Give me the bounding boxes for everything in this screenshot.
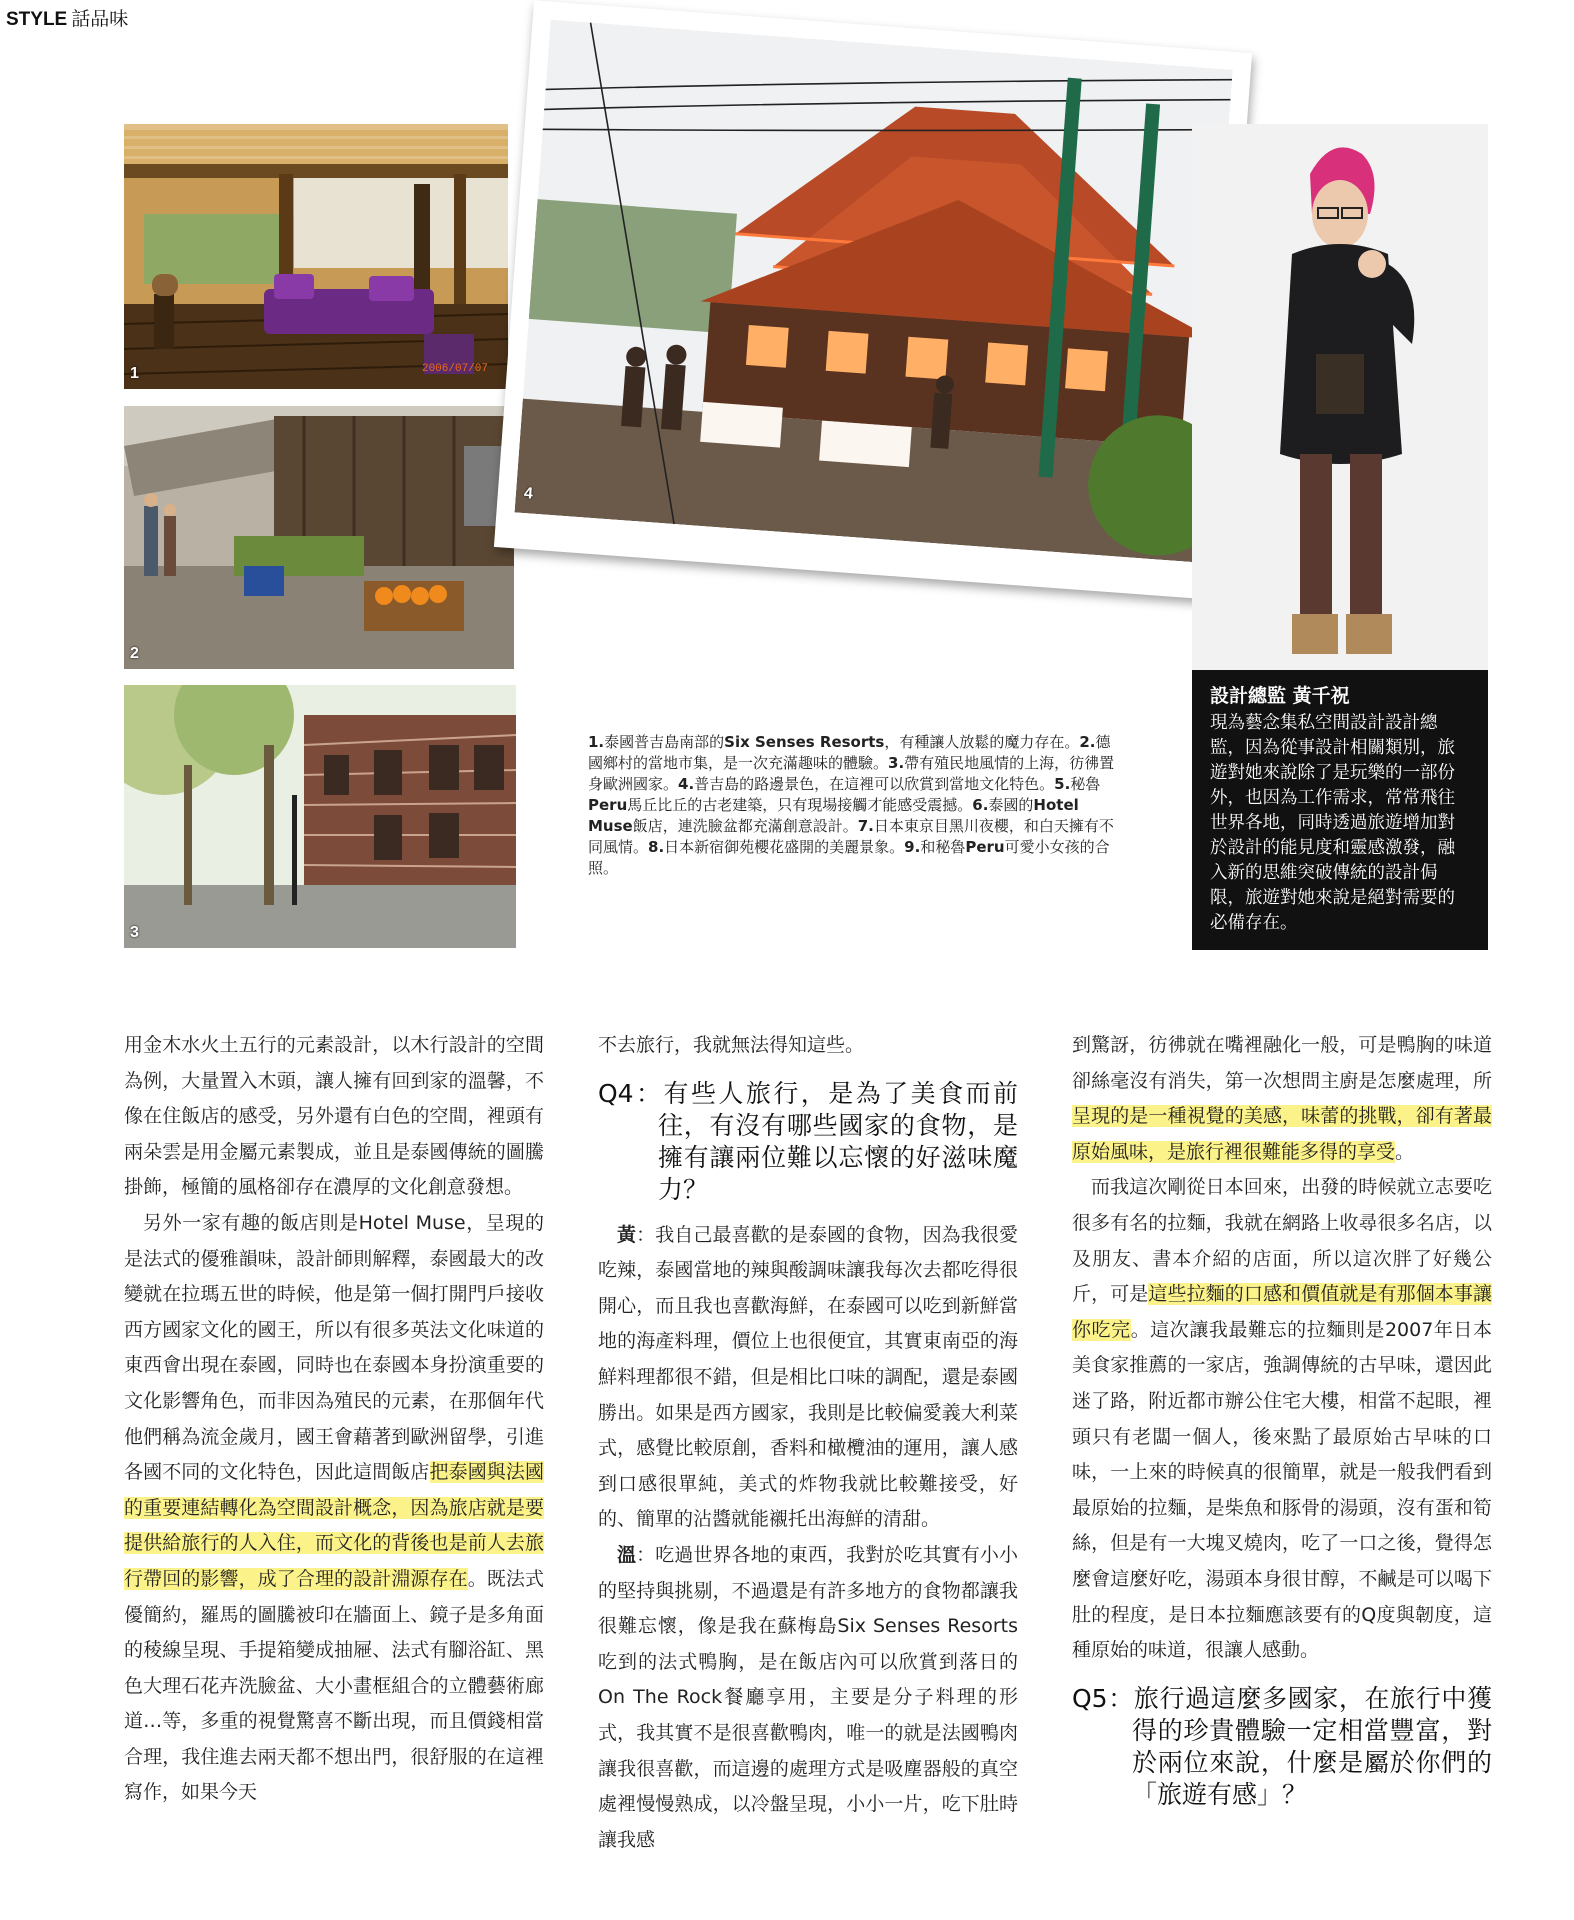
paragraph: 不去旅行，我就無法得知這些。 xyxy=(598,1034,865,1056)
paragraph: 用金木水火土五行的元素設計，以木行設計的空間為例，大量置入木頭，讓人擁有回到家的溫馨，不像在住飯店的感受，另外還有白色的空間，裡頭有兩朵雲是用金屬元素製成，並且是泰國傳統的圖騰掛飾，極簡的風格卻存在濃厚的文化創意發想。 xyxy=(124,1034,544,1199)
designer-title: 設計總監 黃千祝 xyxy=(1210,685,1350,707)
photo-captions xyxy=(588,732,1118,879)
paragraph xyxy=(1072,1170,1492,1668)
photo-number: 4 xyxy=(523,484,534,503)
paragraph-text: 而我這次剛從日本回來，出發的時候就立志要吃很多有名的拉麵，我就在網路上收尋很多名店，以及朋友、書本介紹的店面，所以這次胖了好幾公斤，可是 xyxy=(1072,1176,1492,1306)
caption-text: 和秘魯 xyxy=(920,838,966,856)
caption-bold: Peru xyxy=(965,838,1005,856)
caption-text: 日本東京目黑川夜櫻，和白天擁有不同風情。 xyxy=(588,817,1114,856)
photo-phuket-street xyxy=(514,20,1232,563)
caption-bold: 1. xyxy=(588,733,605,751)
paragraph xyxy=(1072,1028,1492,1170)
paragraph xyxy=(124,1206,544,1811)
caption-bold: Peru xyxy=(588,796,628,814)
caption-text: 秘魯 xyxy=(1070,775,1101,793)
caption-text: 飯店，連洗臉盆都充滿創意設計。 xyxy=(632,817,858,835)
caption-text: ，有種讓人放鬆的魔力存在。 xyxy=(884,733,1080,751)
caption-text: 可愛小女孩的合照。 xyxy=(588,838,1110,877)
caption-text: 馬丘比丘的古老建築，只有現場接觸才能感受震撼。 xyxy=(627,796,973,814)
caption-text: 德國鄉村的當地市集，是一次充滿趣味的體驗。 xyxy=(588,733,1111,772)
page-header xyxy=(6,4,128,31)
highlighted-text: 這些拉麵的口感和價值就是有那個本事讓你吃完 xyxy=(1072,1283,1492,1341)
section-category: 話品味 xyxy=(71,8,129,30)
caption-bold: 3. xyxy=(888,754,905,772)
article-column-3 xyxy=(1072,1028,1492,1823)
article-column-2 xyxy=(598,1028,1018,1858)
question-text: Q4：有些人旅行，是為了美食而前往，有沒有哪些國家的食物，是擁有讓兩位難以忘懷的好滋味魔力？ xyxy=(598,1078,1018,1204)
caption-bold: Hotel Muse xyxy=(588,796,1079,835)
paragraph-text: 。既法式優簡約，羅馬的圖騰被印在牆面上、鏡子是多角面的稜線呈現、手提箱變成抽屜、法式有腳浴缸、黑色大理石花卉洗臉盆、大小畫框組合的立體藝術廊道…等，多重的視覺驚喜不斷出現，而且價錢相當合理，我住進去兩天都不想出門，很舒服的在這裡寫作，如果今天 xyxy=(124,1567,544,1804)
caption-bold: 9. xyxy=(904,838,921,856)
highlighted-text: 呈現的是一種視覺的美感，味蕾的挑戰，卻有著最原始風味，是旅行裡很難能多得的享受 xyxy=(1072,1105,1492,1163)
caption-text: 泰國的 xyxy=(988,796,1034,814)
caption-text: 帶有殖民地風情的上海，彷彿置身歐洲國家。 xyxy=(588,754,1115,793)
paragraph xyxy=(598,1218,1018,1538)
caption-bold: 6. xyxy=(972,796,989,814)
designer-bio-box xyxy=(1192,670,1488,950)
photo-village-market xyxy=(124,406,514,669)
paragraph-text: 。 xyxy=(1395,1140,1415,1163)
caption-text: 泰國普吉島南部的 xyxy=(604,733,725,751)
photo-designer-portrait xyxy=(1192,124,1488,670)
paragraph-text: ：我自己最喜歡的是泰國的食物，因為我很愛吃辣，泰國當地的辣與酸調味讓我每次去都吃得很開心，而且我也喜歡海鮮，在泰國可以吃到新鮮當地的海產料理，價位上也很便宜，其實東南亞的海鮮料理都很不錯，但是相比口味的調配，還是泰國勝出。如果是西方國家，我則是比較偏愛義大利菜式，感覺比較原創，香料和橄欖油的運用，讓人感到口感很單純，美式的炸物我就比較難接受，好的、簡單的沾醬就能襯托出海鮮的清甜。 xyxy=(598,1223,1018,1531)
designer-bio-text: 現為藝念集私空間設計設計總監，因為從事設計相關類別，旅遊對她來說除了是玩樂的一部份外，也因為工作需求，常常飛往世界各地，同時透過旅遊增加對於設計的能見度和靈感激發，融入新的思維突破傳統的設計侷限，旅遊對她來說是絕對需要的必備存在。 xyxy=(1210,713,1455,933)
highlighted-text: 把泰國與法國的重要連結轉化為空間設計概念，因為旅店就是要提供給旅行的人入住，而文化的背後也是前人去旅行帶回的影響，成了合理的設計淵源存在 xyxy=(124,1461,544,1590)
caption-bold: Six Senses Resorts xyxy=(724,733,885,751)
caption-text: 日本新宿御苑櫻花盛開的美麗景象。 xyxy=(664,838,905,856)
caption-bold: 4. xyxy=(678,775,695,793)
photo-number: 1 xyxy=(130,365,139,382)
photo-shanghai-street xyxy=(124,685,516,948)
paragraph xyxy=(598,1538,1018,1858)
photo-date-stamp: 2006/07/07 xyxy=(421,363,488,375)
photo-polaroid-phuket-street xyxy=(494,0,1252,599)
question-heading-q4 xyxy=(598,1078,1018,1206)
magazine-brand: STYLE xyxy=(6,9,68,30)
photo-number: 2 xyxy=(130,645,139,662)
paragraph-text: ：吃過世界各地的東西，我對於吃其實有小小的堅持與挑剔，不過還是有許多地方的食物都讓我很難忘懷，像是我在蘇梅島Six Senses Resorts吃到的法式鴨胸，是在飯店內可以欣賞到落日的On The Rock餐廳享用，主要是分子料理的形式，我其實不是很喜歡鴨肉，唯一的就是法國鴨肉讓我很喜歡，而這邊的處理方式是吸塵器般的真空處裡慢慢熟成，以冷盤呈現，小小一片，吃下肚時讓我感 xyxy=(598,1543,1018,1851)
photo-number: 3 xyxy=(130,924,139,941)
caption-bold: 2. xyxy=(1079,733,1096,751)
caption-text: 普吉島的路邊景色，在這裡可以欣賞到當地文化特色。 xyxy=(694,775,1055,793)
paragraph-text: 另外一家有趣的飯店則是Hotel Muse，呈現的是法式的優雅韻味，設計師則解釋，泰國最大的改變就在拉瑪五世的時候，他是第一個打開門戶接收西方國家文化的國王，所以有很多英法文化味道的東西會出現在泰國，同時也在泰國本身扮演重要的文化影響角色，而非因為殖民的元素，在那個年代他們稱為流金歲月，國王會藉著到歐洲留學，引進各國不同的文化特色，因此這間飯店 xyxy=(124,1211,544,1484)
article-column-1 xyxy=(124,1028,544,1811)
speaker-name: 溫 xyxy=(617,1543,637,1566)
question-text: Q5：旅行過這麼多國家，在旅行中獲得的珍貴體驗一定相當豐富，對於兩位來說，什麼是屬於你們的「旅遊有感」？ xyxy=(1072,1683,1492,1809)
question-heading-q5 xyxy=(1072,1683,1492,1811)
photo-resort-lounge xyxy=(124,124,508,389)
paragraph-text: 。這次讓我最難忘的拉麵則是2007年日本美食家推薦的一家店，強調傳統的古早味，還因此迷了路，附近都市辦公住宅大樓，相當不起眼，裡頭只有老闆一個人，後來點了最原始古早味的口味，一上來的時候真的很簡單，就是一般我們看到最原始的拉麵，是柴魚和豚骨的湯頭，沒有蛋和筍絲，但是有一大塊叉燒肉，吃了一口之後，覺得怎麼會這麼好吃，湯頭本身很甘醇，不鹹是可以喝下肚的程度，是日本拉麵應該要有的Q度與韌度，這種原始的味道，很讓人感動。 xyxy=(1072,1318,1492,1662)
paragraph-text: 到驚訝，彷彿就在嘴裡融化一般，可是鴨胸的味道卻絲毫沒有消失，第一次想問主廚是怎麼處理，所 xyxy=(1072,1034,1492,1092)
caption-bold: 7. xyxy=(857,817,874,835)
caption-bold: 8. xyxy=(648,838,665,856)
caption-bold: 5. xyxy=(1054,775,1071,793)
speaker-name: 黃 xyxy=(617,1223,637,1246)
